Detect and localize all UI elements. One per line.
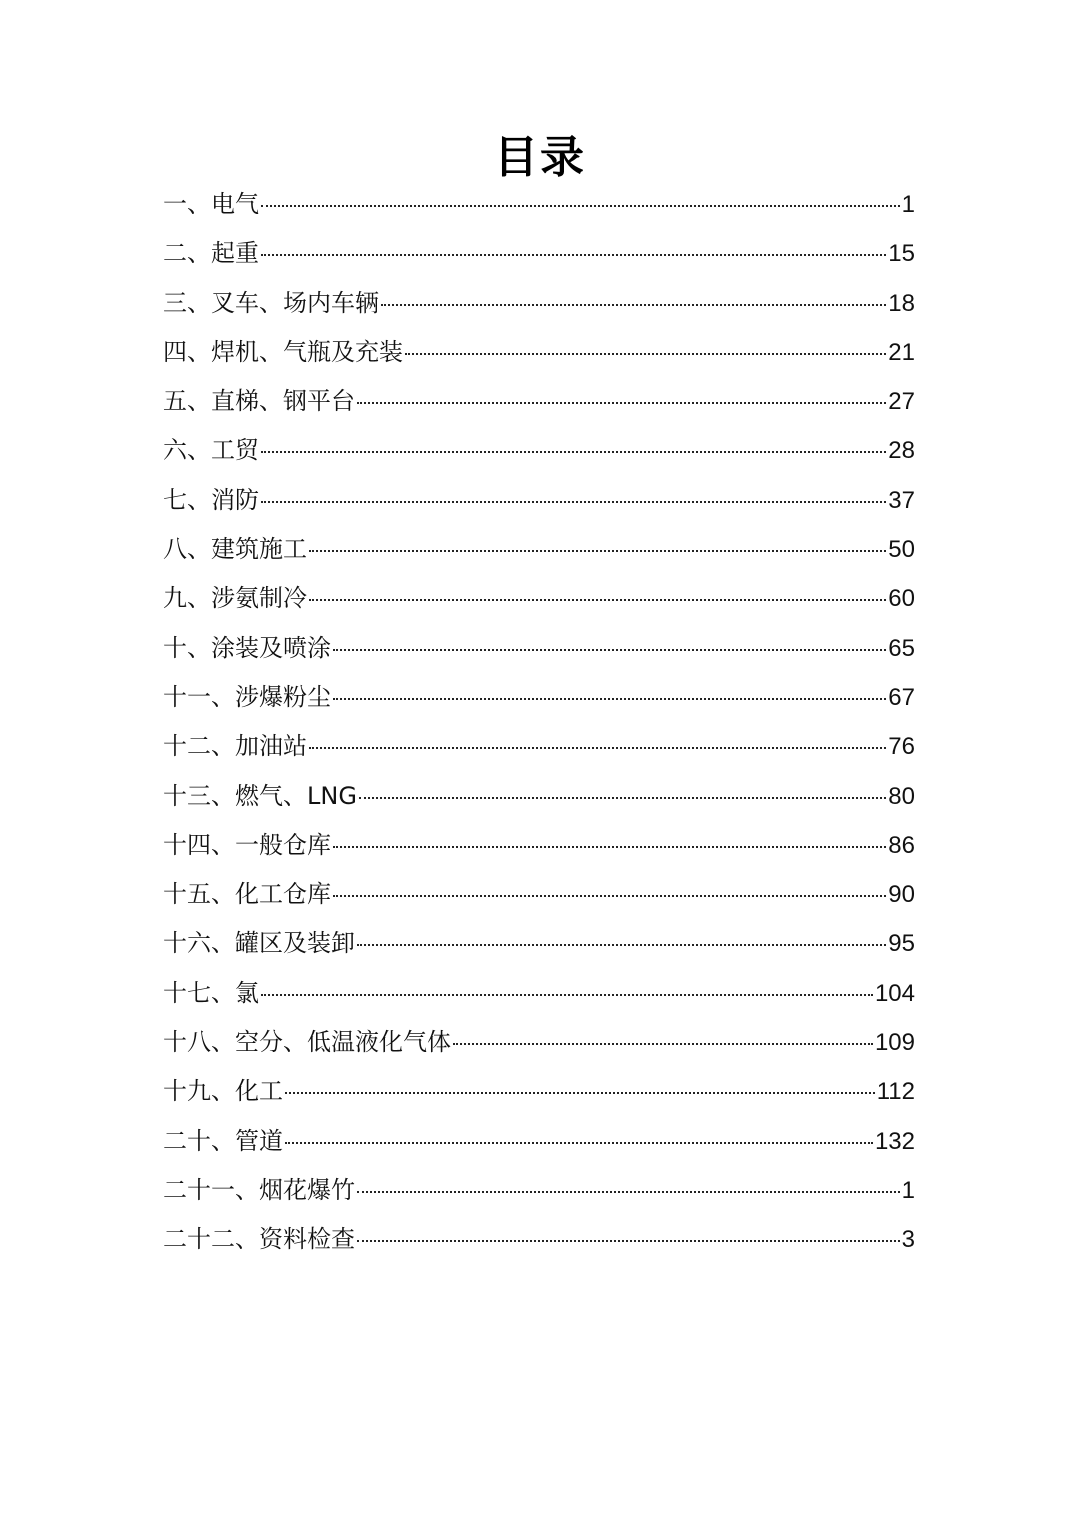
toc-entry — [163, 821, 915, 870]
toc-dot-leader — [333, 846, 886, 848]
toc-entry-label: 十三、燃气、LNG — [163, 781, 357, 810]
toc-dot-leader — [357, 944, 886, 946]
toc-entry-page: 21 — [888, 338, 915, 366]
toc-dot-leader — [309, 550, 886, 552]
toc-entry-page: 65 — [888, 634, 915, 662]
toc-entry — [163, 1215, 915, 1264]
toc-entry-page: 1 — [901, 191, 915, 218]
toc-entry — [163, 180, 915, 229]
toc-dot-leader — [333, 698, 886, 700]
toc-dot-leader — [357, 1240, 900, 1242]
toc-entry-page: 104 — [874, 979, 915, 1007]
toc-entry-page: 15 — [888, 240, 915, 268]
toc-entry-label: 二十二、资料检查 — [163, 1225, 355, 1254]
toc-entry — [163, 1117, 915, 1166]
toc-entry — [163, 772, 915, 821]
toc-entry-label: 四、焊机、气瓶及充装 — [163, 337, 403, 366]
toc-entry-label: 二十、管道 — [163, 1126, 283, 1155]
toc-entry — [163, 624, 915, 673]
toc-entry-page: 112 — [876, 1078, 915, 1106]
toc-entry-label: 三、叉车、场内车辆 — [163, 288, 379, 317]
toc-dot-leader — [261, 994, 873, 996]
toc-entry — [163, 1166, 915, 1215]
toc-entry-page: 80 — [888, 782, 915, 810]
toc-dot-leader — [309, 599, 886, 601]
toc-entry — [163, 377, 915, 426]
toc-entry-label: 七、消防 — [163, 485, 259, 514]
toc-entry — [163, 525, 915, 574]
toc-entry-label: 十八、空分、低温液化气体 — [163, 1028, 451, 1057]
toc-entry-label: 五、直梯、钢平台 — [163, 387, 355, 416]
toc-entry-page: 76 — [888, 733, 915, 761]
toc-entry-label: 二十一、烟花爆竹 — [163, 1175, 355, 1204]
toc-dot-leader — [359, 797, 886, 799]
page-title: 目录 — [494, 132, 586, 183]
toc-entry-label: 十九、化工 — [163, 1077, 283, 1106]
toc-entry-label: 十五、化工仓库 — [163, 880, 331, 909]
toc-dot-leader — [285, 1142, 873, 1144]
toc-dot-leader — [357, 402, 886, 404]
toc-entry-label: 十二、加油站 — [163, 732, 307, 761]
toc-dot-leader — [285, 1092, 875, 1094]
toc-entry-page: 90 — [888, 881, 915, 909]
toc-entry-page: 50 — [888, 536, 915, 564]
toc-entry-label: 一、电气 — [163, 190, 259, 218]
toc-entry — [163, 1018, 915, 1067]
toc-list — [163, 180, 915, 1265]
toc-entry — [163, 919, 915, 968]
toc-dot-leader — [261, 205, 900, 207]
toc-dot-leader — [261, 501, 886, 503]
toc-entry-label: 九、涉氨制冷 — [163, 584, 307, 613]
toc-entry — [163, 328, 915, 377]
toc-entry — [163, 426, 915, 475]
toc-dot-leader — [261, 254, 886, 256]
toc-entry-page: 86 — [888, 831, 915, 859]
toc-entry-page: 3 — [901, 1226, 915, 1254]
toc-dot-leader — [381, 304, 886, 306]
toc-dot-leader — [453, 1043, 873, 1045]
toc-entry-label: 二、起重 — [163, 239, 259, 268]
toc-dot-leader — [405, 353, 886, 355]
toc-entry — [163, 476, 915, 525]
toc-entry — [163, 229, 915, 278]
toc-dot-leader — [333, 649, 886, 651]
toc-entry-page: 27 — [888, 388, 915, 416]
toc-entry-page: 67 — [888, 683, 915, 711]
toc-entry-page: 132 — [874, 1127, 915, 1155]
toc-entry — [163, 969, 915, 1018]
toc-entry-label: 八、建筑施工 — [163, 535, 307, 564]
toc-dot-leader — [261, 451, 886, 453]
toc-dot-leader — [333, 895, 886, 897]
toc-entry — [163, 673, 915, 722]
toc-entry-label: 十七、氯 — [163, 978, 259, 1007]
toc-entry-page: 37 — [888, 486, 915, 514]
toc-entry-label: 十一、涉爆粉尘 — [163, 682, 331, 711]
toc-entry — [163, 1067, 915, 1116]
toc-dot-leader — [309, 747, 886, 749]
toc-entry-page: 1 — [901, 1176, 915, 1204]
toc-entry-page: 18 — [888, 289, 915, 317]
toc-entry — [163, 870, 915, 919]
toc-entry-label: 十四、一般仓库 — [163, 830, 331, 859]
toc-entry-page: 95 — [888, 930, 915, 958]
toc-entry-page: 109 — [874, 1029, 915, 1057]
toc-entry — [163, 279, 915, 328]
toc-entry — [163, 574, 915, 623]
toc-entry-label: 六、工贸 — [163, 436, 259, 465]
toc-dot-leader — [357, 1191, 900, 1193]
toc-entry-label: 十、涂装及喷涂 — [163, 633, 331, 662]
toc-entry — [163, 722, 915, 771]
toc-entry-page: 28 — [888, 437, 915, 465]
toc-entry-page: 60 — [888, 585, 915, 613]
toc-entry-label: 十六、罐区及装卸 — [163, 929, 355, 958]
